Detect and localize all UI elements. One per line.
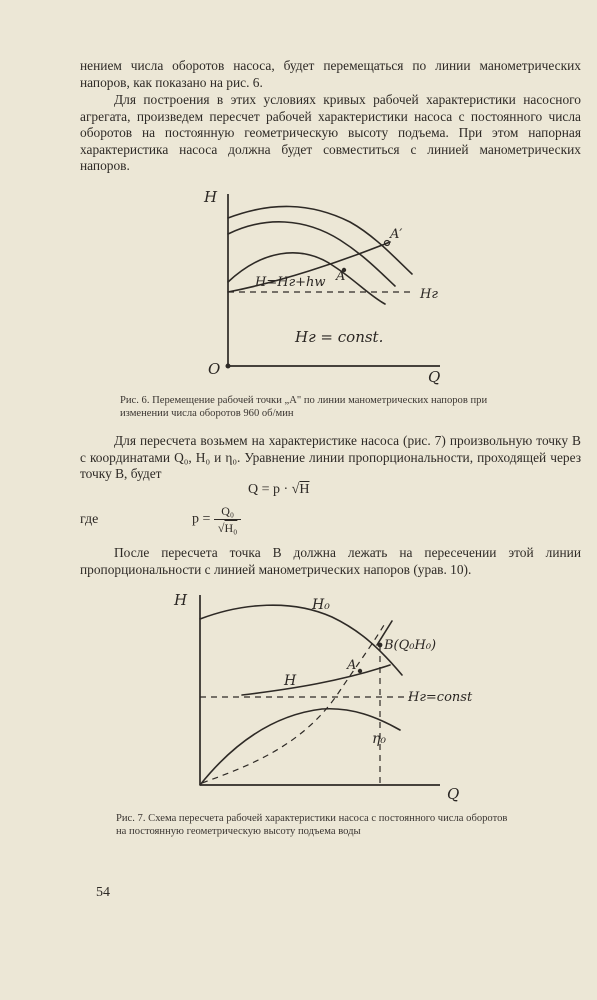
- fig7-label-h0: H₀: [312, 597, 330, 613]
- paragraph-4: После пересчета точка В должна лежать на пересечении этой линии пропорциональности с линией манометрических напоров (урав. 10).: [80, 545, 581, 577]
- fig7-dashed-curve: [202, 625, 384, 783]
- fig7-label-h2: H: [284, 673, 297, 689]
- fig6-label-hr: Hг: [420, 287, 438, 302]
- fig7-point-b: [378, 643, 383, 648]
- fig7-caption: Рис. 7. Схема пересчета рабочей характеристики насоса с постоянного числа оборотов на постоянную геометрическую высоту подъема воды: [116, 813, 508, 837]
- fig6-caption: Рис. 6. Перемещение рабочей точки „А" по линии манометрических напоров при изменении числа оборотов 960 об/мин: [120, 395, 488, 419]
- fig7-label-b: B(Q₀H₀): [384, 638, 437, 653]
- fig6-pump-curve-1: [228, 206, 412, 274]
- figure-7: [172, 585, 472, 803]
- fig6-label-const: Hг = const.: [295, 328, 384, 346]
- formula-p-fraction: $\frac{\text{Q₀}}{\text{√H₀}}$: [214, 503, 241, 536]
- formula-p-numerator: Q₀: [214, 503, 241, 520]
- figure-6: [200, 182, 460, 387]
- fig6-label-o: O: [208, 360, 221, 378]
- fig7-label-hconst: Hг=const: [408, 690, 473, 705]
- fig6-label-h: H: [204, 188, 218, 206]
- fig7-h0-curve: [200, 605, 402, 675]
- fig6-origin-dot: [226, 364, 231, 369]
- paragraph-2: Для построения в этих условиях кривых рабочей характеристики насосного агрегата, произведем пересчет рабочей характеристики насоса с постоянного числа оборотов на постоянную геометрическую высоту подъема. При этом напорная характеристика насоса должна будет совместиться с линией манометрических напоров.: [80, 92, 581, 174]
- fig6-label-a: A: [336, 269, 346, 284]
- formula-q-root: H: [299, 482, 310, 497]
- fig7-eta-curve: [200, 709, 400, 785]
- fig7-h-line: [242, 665, 390, 695]
- formula-q: Q = p · √H: [248, 482, 310, 497]
- fig7-label-q: Q: [447, 785, 460, 803]
- formula-p-lhs: p =: [192, 511, 214, 527]
- formula-p-denominator: H₀: [224, 521, 238, 535]
- fig7-label-a: A: [347, 658, 357, 673]
- fig7-label-h: H: [174, 591, 188, 609]
- paragraph-3: Для пересчета возьмем на характеристике насоса (рис. 7) произвольную точку В с координатами Q₀, H₀ и η₀. Уравнение линии пропорциональности, проходящей через точку В, будет: [80, 433, 581, 482]
- fig6-label-a1: A′: [390, 227, 403, 242]
- formula-p: [192, 503, 241, 536]
- formula-q-lhs: Q = p ·: [248, 482, 292, 497]
- fig6-label-eq: H=Hг+hw: [255, 275, 326, 290]
- page-number: 54: [96, 885, 110, 900]
- formula-where: где: [80, 512, 99, 527]
- fig6-label-q: Q: [428, 368, 441, 386]
- fig7-label-eta: η₀: [372, 731, 386, 747]
- paragraph-1: нением числа оборотов насоса, будет перемещаться по линии манометрических напоров, как показано на рис. 6.: [80, 58, 581, 90]
- fig7-point-a: [358, 669, 362, 673]
